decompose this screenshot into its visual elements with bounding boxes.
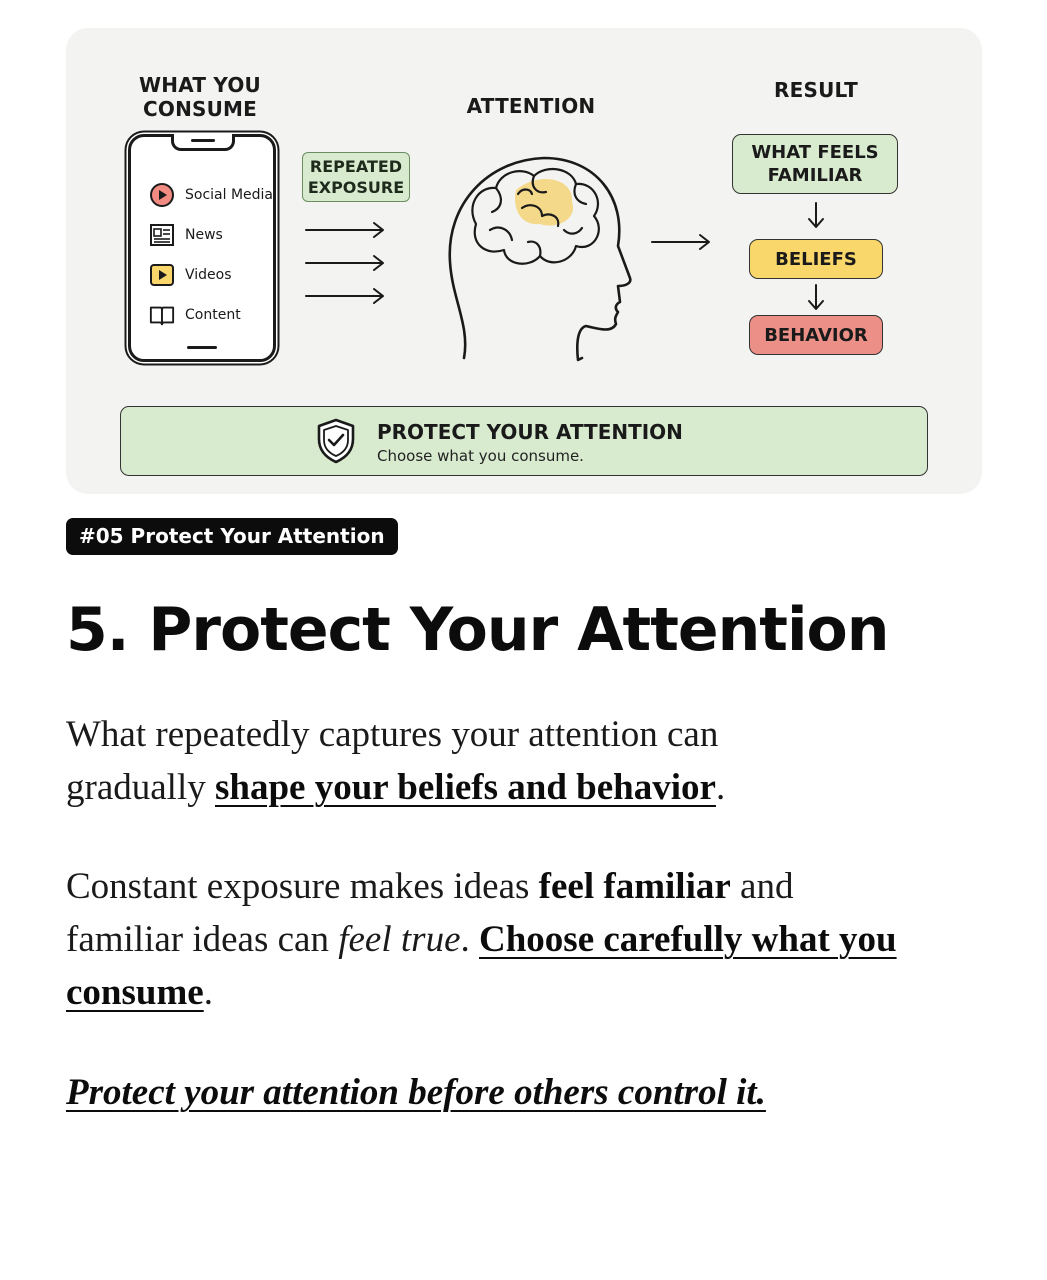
result-heading: RESULT <box>774 78 858 102</box>
brain-highlight <box>515 179 573 226</box>
consume-heading: WHAT YOU CONSUME <box>139 73 261 121</box>
consume-item-news: News <box>149 222 223 248</box>
attention-infographic <box>66 28 982 494</box>
paragraph-1: What repeatedly captures your attention can gradually shape your beliefs and behavior. <box>66 714 726 808</box>
page-title: 5. Protect Your Attention <box>66 595 889 665</box>
attention-heading: ATTENTION <box>466 94 596 118</box>
exposure-arrows <box>304 216 388 306</box>
result-beliefs: BELIEFS <box>749 239 883 279</box>
play-square-icon <box>149 262 175 288</box>
play-circle-icon <box>149 182 175 208</box>
shield-check-icon <box>315 417 357 465</box>
paragraph-3: Protect your attention before others control it. <box>66 1072 766 1113</box>
section-tag: #05 Protect Your Attention <box>66 518 398 555</box>
phone-home-bar <box>187 346 217 349</box>
attention-to-result-arrow <box>650 230 712 254</box>
consume-item-videos: Videos <box>149 262 232 288</box>
result-what-feels-familiar: WHAT FEELS FAMILIAR <box>732 134 898 194</box>
down-arrow-icon <box>804 282 828 312</box>
down-arrow-icon <box>804 200 828 230</box>
consume-item-content: Content <box>149 302 241 328</box>
repeated-exposure-label: REPEATED EXPOSURE <box>302 152 410 202</box>
head-brain-illustration <box>446 146 636 366</box>
banner-subtitle: Choose what you consume. <box>377 447 584 465</box>
consume-item-social-media: Social Media <box>149 182 273 208</box>
newspaper-icon <box>149 222 175 248</box>
result-behavior: BEHAVIOR <box>749 315 883 355</box>
phone-notch <box>171 134 235 151</box>
protect-attention-banner <box>120 406 928 476</box>
banner-title: PROTECT YOUR ATTENTION <box>377 420 683 444</box>
paragraph-2: Constant exposure makes ideas feel familiar and familiar ideas can feel true. Choose carefully what you consume. <box>66 866 897 1013</box>
open-book-icon <box>149 302 175 328</box>
phone-illustration <box>128 134 276 362</box>
